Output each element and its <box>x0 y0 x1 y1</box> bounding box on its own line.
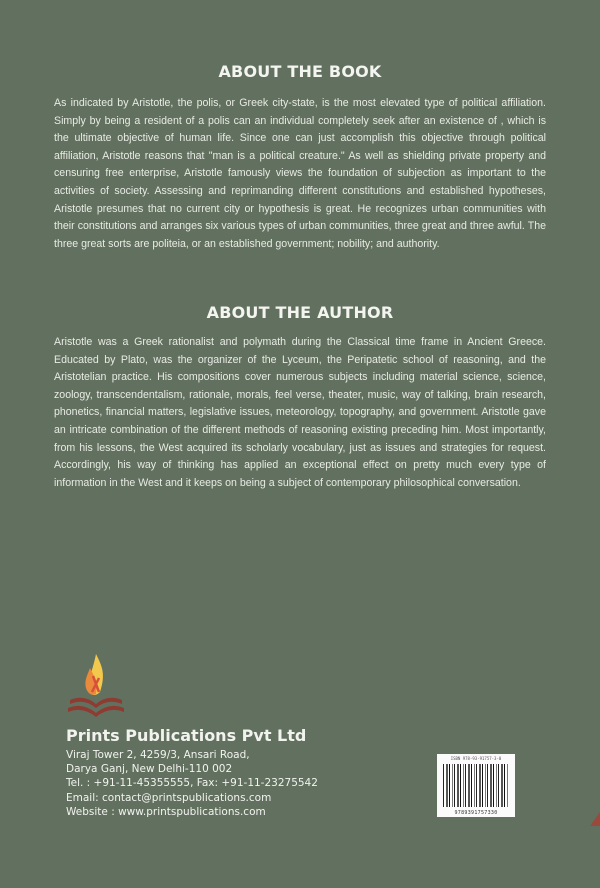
barcode-bars-icon <box>443 764 509 807</box>
about-book-heading: ABOUT THE BOOK <box>218 62 382 82</box>
flame-over-open-book-icon <box>66 652 126 722</box>
publisher-address-line2: Darya Ganj, New Delhi-110 002 <box>66 763 233 776</box>
publisher-email: Email: contact@printspublications.com <box>66 791 272 804</box>
about-author-heading: ABOUT THE AUTHOR <box>206 303 394 323</box>
publisher-address-line1: Viraj Tower 2, 4259/3, Ansari Road, <box>66 749 250 761</box>
publisher-name: Prints Publications Pvt Ltd <box>66 726 307 745</box>
about-book-text: As indicated by Aristotle, the polis, or Greek city-state, is the most elevated type of political affiliation. Simply by being a resident of a polis can an individual completely seek after an existence of , which is the ultimate objective of human life. Since one can just accomplish this objective through political affiliation, Aristotle reasons that "man is a political creature." As well as shielding private property and censuring free enterprise, Aristotle famously views the foundation of subjection as important to the activities of society. Assessing and reprimanding different constitutions and established hypotheses, Aristotle presumes that no current city or hypothesis is great. He recognizes urban communities with their constitutions and arranges six various types of urban communities, three great and three awful. The three great sorts are politeia, or an established government; nobility; and authority. <box>54 97 546 250</box>
corner-decoration-icon <box>590 812 600 826</box>
isbn-barcode <box>437 754 515 817</box>
ean-digits: 9789391757330 <box>454 810 498 816</box>
publisher-block <box>66 726 318 819</box>
isbn-label: ISBN 978-93-91757-3-0 <box>450 756 502 761</box>
publisher-website: Website : www.printspublications.com <box>66 805 266 818</box>
publisher-phone-fax: Tel. : +91-11-45355555, Fax: +91-11-23275542 <box>66 777 318 790</box>
about-author-text: Aristotle was a Greek rationalist and polymath during the Classical time frame in Ancient Greece. Educated by Plato, was the organizer of the Lyceum, the Peripatetic school of reasoning, and the Aristotelian practice. His compositions cover numerous subjects including material science, science, zoology, transcendentalism, rationale, morals, feel verse, theater, music, way of talking, brain research, phonetics, financial matters, legislative issues, meteorology, topography, and government. Aristotle gave an intricate combination of the different methods of reasoning existing preceding him. Most importantly, from his lessons, the West acquired its scholarly vocabulary, just as issues and strategies for request. Accordingly, his way of thinking has applied an exceptional effect on pretty much every type of information in the West and it keeps on being a subject of contemporary philosophical conversation. <box>54 336 546 489</box>
